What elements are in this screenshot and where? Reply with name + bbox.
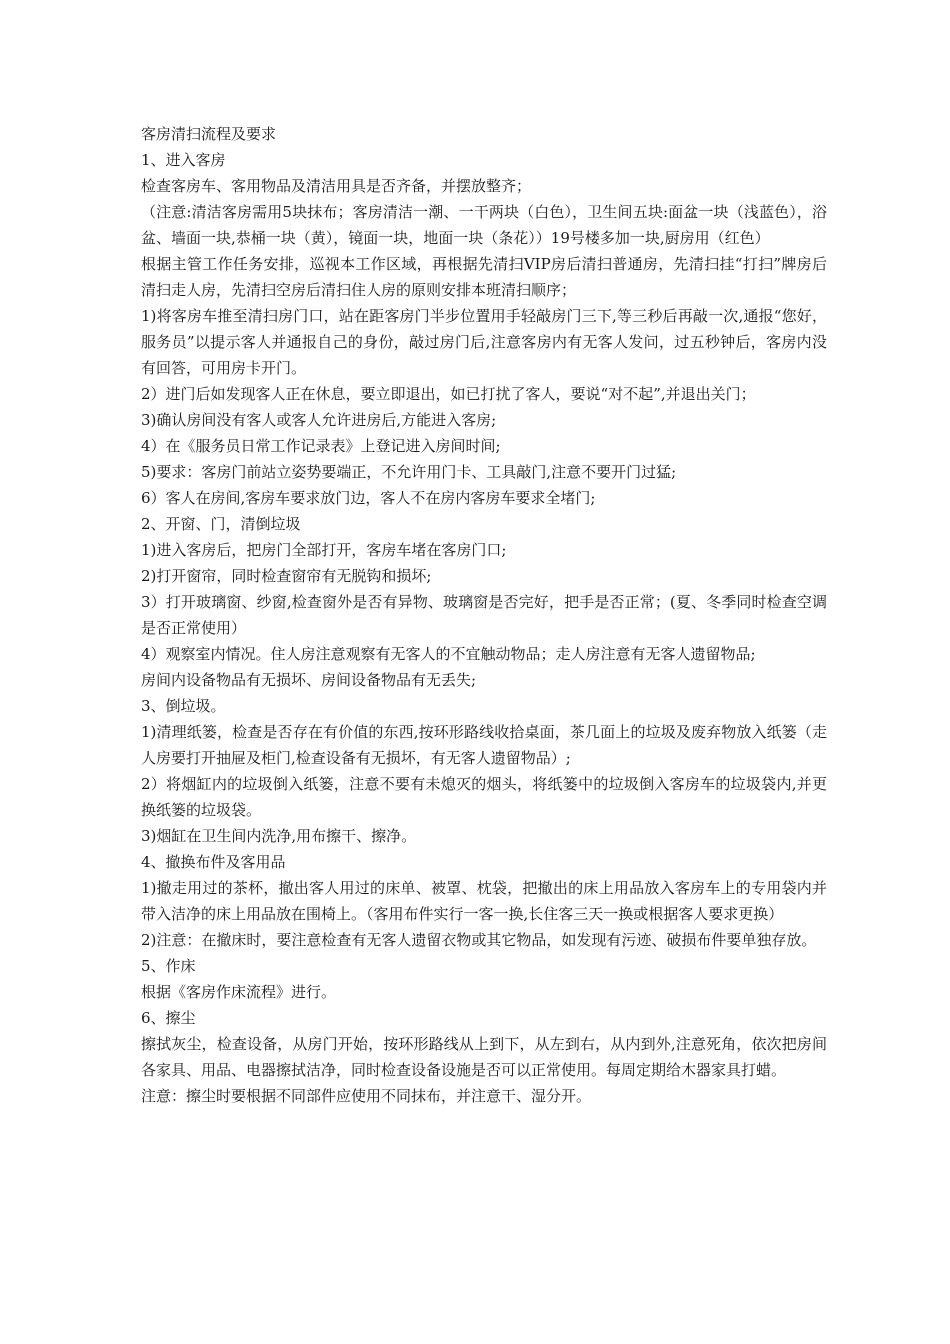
paragraph: 3）打开玻璃窗、纱窗,检查窗外是否有异物、玻璃窗是否完好，把手是否正常；(夏、冬季同时检查空调是否正常使用） [141,593,827,637]
section-heading-linens: 4、撤换布件及客用品 [141,853,286,871]
paragraph: 1)撤走用过的茶杯，撤出客人用过的床单、被罩、枕袋，把撤出的床上用品放入客房车上的专用袋内并带入洁净的床上用品放在围椅上。（客用布件实行一客一换,长住客三天一换或根据客人要求更换） [141,879,827,923]
paragraph: 擦拭灰尘，检查设备，从房门开始，按环形路线从上到下，从左到右，从内到外,注意死角，依次把房间各家具、用品、电器擦拭洁净，同时检查设备设施是否可以正常使用。每周定期给木器家具打蜡。 [141,1035,827,1079]
paragraph: 1)清理纸篓，检查是否存在有价值的东西,按环形路线收拾桌面，茶几面上的垃圾及废弃物放入纸篓（走人房要打开抽屉及柜门,检查设备有无损坏，有无客人遗留物品）; [141,723,827,767]
paragraph: 2)注意：在撤床时，要注意检查有无客人遗留衣物或其它物品，如发现有污迹、破损布件要单独存放。 [141,931,817,949]
section-heading-enter-room: 1、进入客房 [141,151,226,169]
paragraph: 注意：擦尘时要根据不同部件应使用不同抹布，并注意干、湿分开。 [141,1087,592,1105]
paragraph: 2)打开窗帘，同时检查窗帘有无脱钩和损坏; [141,567,432,585]
paragraph: 6）客人在房间,客房车要求放门边，客人不在房内客房车要求全堵门; [141,489,596,507]
paragraph: 3)确认房间没有客人或客人允许进房后,方能进入客房; [141,411,497,429]
document-title: 客房清扫流程及要求 [141,125,277,143]
section-heading-dusting: 6、擦尘 [141,1009,196,1027]
paragraph: 根据《客房作床流程》进行。 [141,983,337,1001]
paragraph: 4）在《服务员日常工作记录表》上登记进入房间时间; [141,437,501,455]
document-body [141,121,827,1109]
paragraph: 1)进入客房后，把房门全部打开，客房车堵在客房门口; [141,541,507,559]
section-heading-make-bed: 5、作床 [141,957,196,975]
paragraph: 1)将客房车推至清扫房门口，站在距客房门半步位置用手轻敲房门三下,等三秒后再敲一次,通报“您好，服务员”以提示客人并通报自己的身份，敲过房门后,注意客房内有无客人发问，过五秒钟后，客房内没有回答，可用房卡开门。 [141,307,827,377]
paragraph: 2）将烟缸内的垃圾倒入纸篓，注意不要有未熄灭的烟头，将纸篓中的垃圾倒入客房车的垃圾袋内,并更换纸篓的垃圾袋。 [141,775,827,819]
section-heading-open-windows: 2、开窗、门，清倒垃圾 [141,515,301,533]
paragraph: 3)烟缸在卫生间内洗净,用布擦干、擦净。 [141,827,417,845]
paragraph: 5)要求：客房门前站立姿势要端正，不允许用门卡、工具敲门,注意不要开门过猛; [141,463,677,481]
paragraph: 检查客房车、客用物品及清洁用具是否齐备，并摆放整齐； [141,177,532,195]
paragraph: （注意:清洁客房需用5块抹布；客房清洁一潮、一干两块（白色），卫生间五块:面盆一块（浅蓝色），浴盆、墙面一块,恭桶一块（黄），镜面一块，地面一块（条花））19号楼多加一块,厨房用（红色） [141,203,827,247]
paragraph: 房间内设备物品有无损坏、房间设备物品有无丢失; [141,671,477,689]
paragraph: 2）进门后如发现客人正在休息，要立即退出，如已打扰了客人，要说“对不起”,并退出关门； [141,385,756,403]
section-heading-garbage: 3、倒垃圾。 [141,697,226,715]
paragraph: 4）观察室内情况。住人房注意观察有无客人的不宜触动物品；走人房注意有无客人遗留物品; [141,645,756,663]
paragraph: 根据主管工作任务安排，巡视本工作区域，再根据先清扫VIP房后清扫普通房，先清扫挂“打扫”牌房后清扫走人房，先清扫空房后清扫住人房的原则安排本班清扫顺序； [141,255,827,299]
